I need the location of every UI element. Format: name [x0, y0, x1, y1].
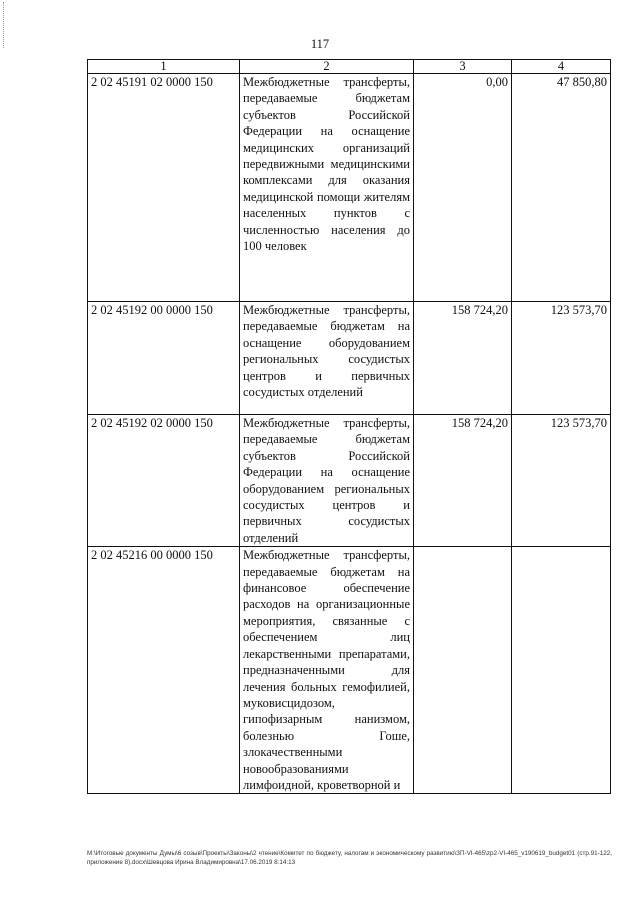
amount-col3: 158 724,20 — [414, 415, 512, 547]
budget-code: 2 02 45192 00 0000 150 — [88, 302, 240, 415]
amount-col4 — [512, 547, 611, 794]
table-row — [88, 302, 611, 415]
budget-code: 2 02 45192 02 0000 150 — [88, 415, 240, 547]
budget-code: 2 02 45191 02 0000 150 — [88, 74, 240, 302]
amount-col3: 158 724,20 — [414, 302, 512, 415]
document-path-footer: М:\Итоговые документы Думы\6 созыв\Проекты\Законы\2 чтение\Комитет по бюджету, налогам и экономическому развитию\ЗП-VI-465\zp2-VI-465_v190619_budget01 (стр.91-122, приложение 8).docx\Шевцова Ирина Владимировна\17.06.2019 8:14:13 — [87, 850, 612, 866]
amount-col4: 47 850,80 — [512, 74, 611, 302]
header-col-4: 4 — [512, 60, 611, 74]
amount-col3 — [414, 547, 512, 794]
page-number: 117 — [310, 37, 330, 51]
amount-col3: 0,00 — [414, 74, 512, 302]
budget-description: Межбюджетные трансферты, передаваемые бюджетам на оснащение оборудованием региональных сосудистых центров и первичных сосудистых отделений — [240, 302, 414, 415]
budget-description: Межбюджетные трансферты, передаваемые бюджетам субъектов Российской Федерации на оснащение оборудованием региональных сосудистых центров и первичных сосудистых отделений — [240, 415, 414, 547]
table-row — [88, 547, 611, 794]
budget-table — [87, 59, 611, 794]
amount-col4: 123 573,70 — [512, 302, 611, 415]
budget-code: 2 02 45216 00 0000 150 — [88, 547, 240, 794]
header-col-2: 2 — [240, 60, 414, 74]
table-header-row — [88, 60, 611, 74]
budget-description: Межбюджетные трансферты, передаваемые бюджетам субъектов Российской Федерации на оснащение медицинских организаций передвижными медицинскими комплексами для оказания медицинской помощи жителям населенных пунктов с численностью населения до 100 человек — [240, 74, 414, 302]
header-col-1: 1 — [88, 60, 240, 74]
amount-col4: 123 573,70 — [512, 415, 611, 547]
header-col-3: 3 — [414, 60, 512, 74]
table-row — [88, 74, 611, 302]
budget-description: Межбюджетные трансферты, передаваемые бюджетам на финансовое обеспечение расходов на организационные мероприятия, связанные с обеспечением лиц лекарственными препаратами, предназначенными для лечения больных гемофилией, муковисцидозом, гипофизарным нанизмом, болезнью Гоше, злокачественными новообразованиями лимфоидной, кроветворной и — [240, 547, 414, 794]
table-row — [88, 415, 611, 547]
